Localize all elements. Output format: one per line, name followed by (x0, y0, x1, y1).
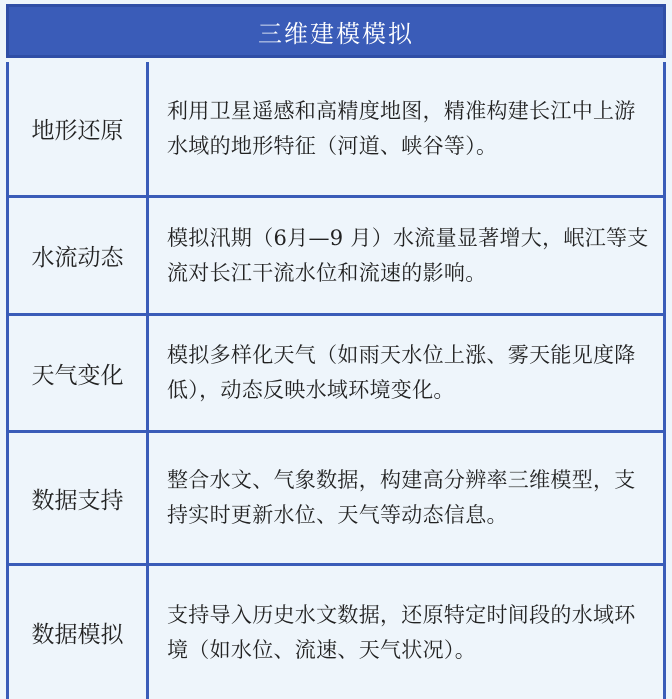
row-description: 支持导入历史水文数据，还原特定时间段的水域环境（如水位、流速、天气状况）。 (167, 602, 636, 662)
row-label: 水流动态 (9, 198, 149, 313)
table-body (6, 62, 666, 699)
row-label: 数据模拟 (9, 566, 149, 699)
row-description: 利用卫星遥感和高精度地图，精准构建长江中上游水域的地形特征（河道、峡谷等）。 (167, 98, 636, 158)
table-row (9, 62, 663, 198)
row-label: 天气变化 (9, 316, 149, 430)
table-row (9, 433, 663, 566)
row-description: 整合水文、气象数据，构建高分辨率三维模型，支持实时更新水位、天气等动态信息。 (167, 468, 636, 527)
table-row (9, 566, 663, 699)
row-description: 模拟多样化天气（如雨天水位上涨、雾天能见度降低），动态反映水域环境变化。 (167, 343, 636, 402)
table-row (9, 198, 663, 316)
row-label: 数据支持 (9, 433, 149, 563)
table-row (9, 316, 663, 433)
row-description: 模拟汛期（6月—9 月）水流量显著增大，岷江等支流对长江干流水位和流速的影响。 (167, 225, 649, 285)
table-header (6, 4, 666, 58)
row-label: 地形还原 (9, 62, 149, 195)
table-title: 三维建模模拟 (258, 19, 414, 48)
